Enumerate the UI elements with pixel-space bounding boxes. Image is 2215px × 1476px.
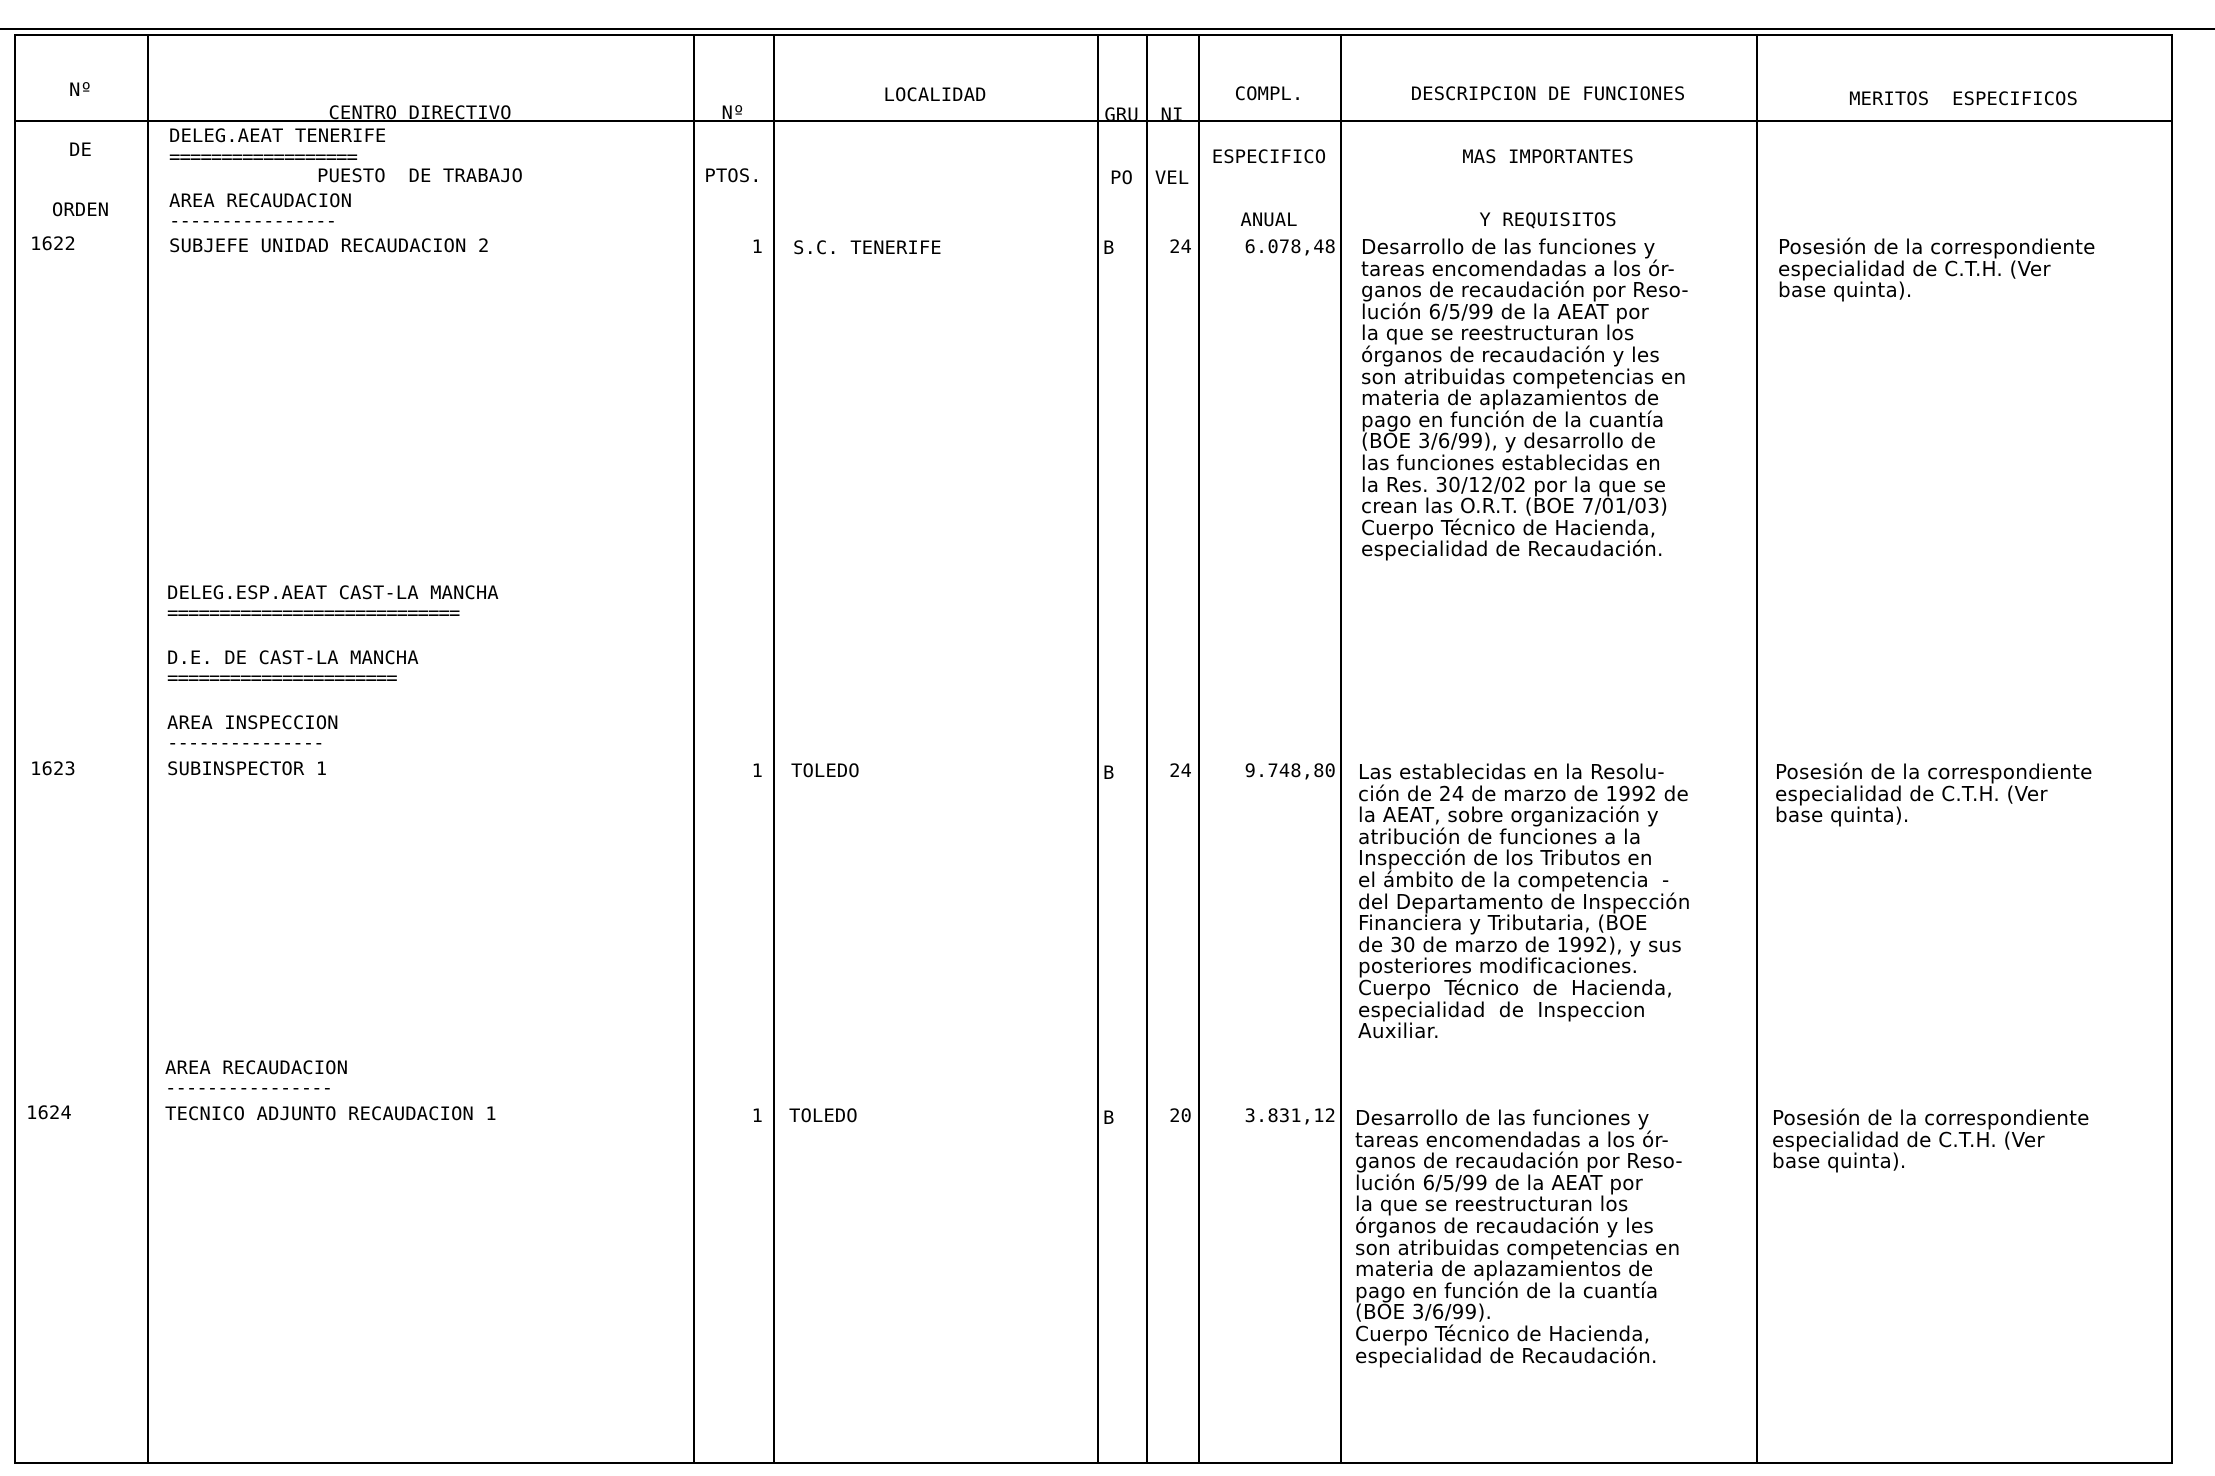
row-meritos: Posesión de la correspondiente especialidad de C.T.H. (Ver base quinta).: [1778, 235, 2096, 303]
row-meritos: Posesión de la correspondiente especialidad de C.T.H. (Ver base quinta).: [1775, 760, 2093, 828]
section-heading-deleg-cast-la-mancha: DELEG.ESP.AEAT CAST-LA MANCHA: [167, 582, 499, 604]
table-bottom-border: [14, 1462, 2173, 1464]
row-puesto: SUBINSPECTOR 1: [167, 758, 328, 780]
section-heading-area-recaudacion-2: AREA RECAUDACION: [165, 1057, 349, 1079]
row-nivel: 24: [1169, 236, 1192, 258]
col-divider-orden: [147, 34, 149, 1464]
table-right-border: [2171, 34, 2173, 1464]
header-nivel-line-1: NI: [1160, 104, 1184, 126]
section-underline-deleg-tenerife: ==================: [169, 146, 357, 168]
row-puesto: TECNICO ADJUNTO RECAUDACION 1: [165, 1103, 497, 1125]
header-compl-line-2: ESPECIFICO: [1211, 146, 1327, 168]
row-grupo: B: [1103, 1107, 1115, 1129]
col-divider-localidad: [1097, 34, 1099, 1464]
header-orden-line-3: ORDEN: [51, 199, 110, 221]
header-descripcion-line-2: MAS IMPORTANTES: [1462, 146, 1634, 168]
top-rule: [0, 28, 2215, 30]
row-puesto: SUBJEFE UNIDAD RECAUDACION 2: [169, 235, 490, 257]
section-underline-area-recaudacion-2: ----------------: [165, 1077, 333, 1099]
header-compl-line-3: ANUAL: [1240, 209, 1298, 231]
col-divider-ptos: [773, 34, 775, 1464]
row-compl: 3.831,12: [1244, 1105, 1336, 1127]
row-descripcion: Desarrollo de las funciones y tareas encomendadas a los ór- ganos de recaudación por Reso- lución 6/5/99 de la AEAT por la que se reestructuran los órganos de recaudación y les son atribuidas competencias en materia de aplazamientos de pago en función de la cuantía (BOE 3/6/99), y desarrollo de las funciones establecidas en la Res. 30/12/02 por la que se crean las O.R.T. (BOE 7/01/03) Cuerpo Técnico de Hacienda, especialidad de Recaudación.: [1361, 235, 1689, 562]
header-descripcion-line-3: Y REQUISITOS: [1479, 209, 1617, 231]
row-orden: 1623: [30, 758, 76, 780]
section-underline-area-inspeccion: ---------------: [167, 732, 324, 754]
header-grupo-line-1: GRU: [1104, 104, 1139, 126]
row-meritos: Posesión de la correspondiente especialidad de C.T.H. (Ver base quinta).: [1772, 1106, 2090, 1174]
col-divider-descripcion: [1756, 34, 1758, 1464]
header-orden-line-1: Nº: [69, 79, 92, 101]
header-ptos-line-2: PTOS.: [704, 165, 762, 187]
row-ptos: 1: [751, 236, 763, 258]
row-localidad: TOLEDO: [791, 760, 860, 782]
row-descripcion: Las establecidas en la Resolu- ción de 24 de marzo de 1992 de la AEAT, sobre organización y atribución de funciones a la Inspección de los Tributos en el ámbito de la competencia - del Departamento de Inspección Financiera y Tributaria, (BOE de 30 de marzo de 1992), y sus posteriores modificaciones. Cuerpo Técnico de Hacienda, especialidad de Inspeccion Auxiliar.: [1358, 760, 1691, 1044]
header-meritos: MERITOS ESPECIFICOS: [1849, 88, 2078, 110]
header-ptos: [693, 61, 773, 229]
header-grupo: [1097, 63, 1146, 231]
header-centro-line-1: CENTRO DIRECTIVO: [328, 102, 512, 124]
row-grupo: B: [1103, 237, 1115, 259]
row-compl: 6.078,48: [1244, 236, 1336, 258]
row-localidad: S.C. TENERIFE: [793, 237, 942, 259]
row-compl: 9.748,80: [1244, 760, 1336, 782]
section-underline-de-cast-la-mancha: ======================: [167, 667, 397, 689]
row-grupo: B: [1103, 762, 1115, 784]
header-centro-line-2: PUESTO DE TRABAJO: [317, 165, 523, 187]
section-heading-de-cast-la-mancha: D.E. DE CAST-LA MANCHA: [167, 647, 419, 669]
row-descripcion: Desarrollo de las funciones y tareas encomendadas a los ór- ganos de recaudación por Reso- lución 6/5/99 de la AEAT por la que se reestructuran los órganos de recaudación y les son atribuidas competencias en materia de aplazamientos de pago en función de la cuantía (BOE 3/6/99). Cuerpo Técnico de Hacienda, especialidad de Recaudación.: [1355, 1106, 1683, 1368]
section-underline-deleg-cast-la-mancha: ============================: [167, 602, 460, 624]
section-underline-area-recaudacion-1: ----------------: [169, 210, 337, 232]
row-orden: 1624: [26, 1102, 72, 1124]
header-localidad: LOCALIDAD: [883, 84, 987, 106]
row-nivel: 24: [1169, 760, 1192, 782]
table-top-border: [14, 34, 2173, 36]
header-grupo-line-2: PO: [1110, 167, 1133, 189]
row-orden: 1622: [30, 233, 76, 255]
header-orden: [14, 40, 147, 260]
row-nivel: 20: [1169, 1105, 1192, 1127]
section-heading-area-inspeccion: AREA INSPECCION: [167, 712, 339, 734]
header-ptos-line-1: Nº: [721, 102, 745, 124]
header-nivel: [1146, 63, 1198, 231]
section-heading-deleg-tenerife: DELEG.AEAT TENERIFE: [169, 125, 387, 147]
header-compl-line-1: COMPL.: [1234, 83, 1304, 105]
header-nivel-line-2: VEL: [1154, 167, 1190, 189]
header-descripcion-line-1: DESCRIPCION DE FUNCIONES: [1410, 83, 1686, 105]
section-heading-area-recaudacion-1: AREA RECAUDACION: [169, 190, 353, 212]
row-ptos: 1: [751, 1105, 763, 1127]
row-localidad: TOLEDO: [789, 1105, 858, 1127]
header-orden-line-2: DE: [69, 139, 92, 161]
row-ptos: 1: [751, 760, 763, 782]
